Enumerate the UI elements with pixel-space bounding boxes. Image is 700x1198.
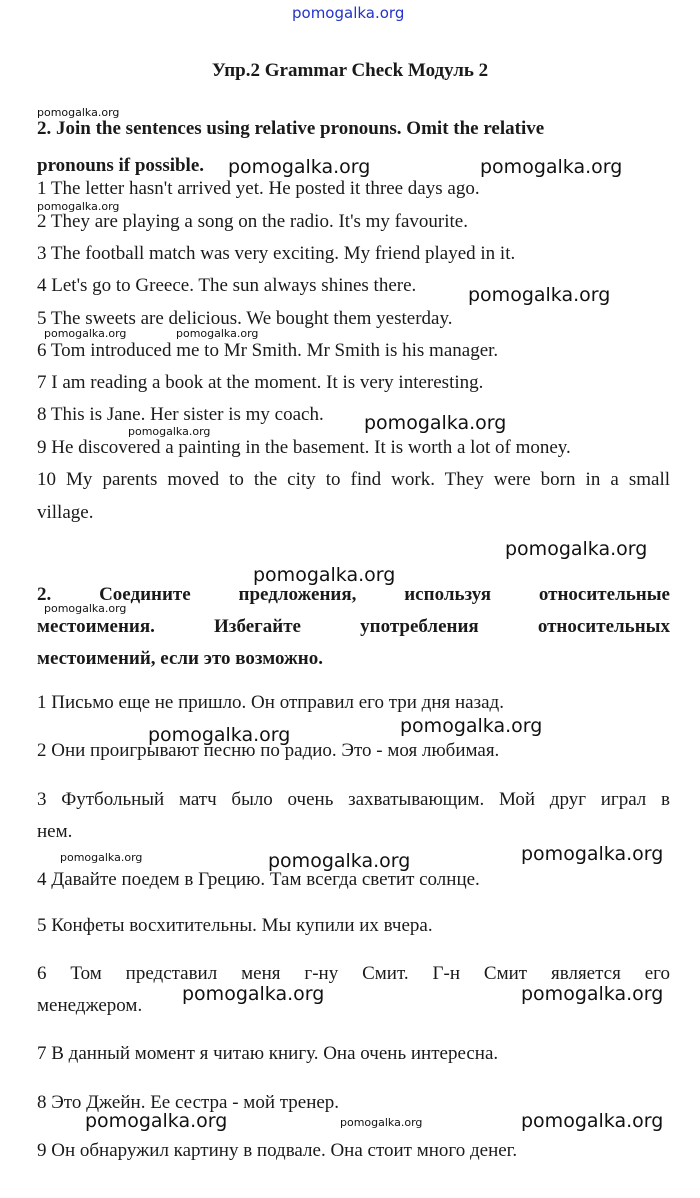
watermark: pomogalka.org [340,1116,423,1129]
english-heading-line: 2. Join the sentences using relative pronouns. Omit the relative [37,118,545,139]
page-title: Упр.2 Grammar Check Модуль 2 [211,60,489,81]
watermark: pomogalka.org [148,724,291,746]
watermark: pomogalka.org [37,106,120,119]
watermark: pomogalka.org [505,538,648,560]
watermark: pomogalka.org [176,327,259,340]
watermark-top: pomogalka.org [292,4,405,22]
watermark: pomogalka.org [85,1110,228,1132]
english-item: 9 He discovered a painting in the basement. It is worth a lot of money. [37,437,571,458]
english-item: 5 The sweets are delicious. We bought them yesterday. [37,308,453,329]
russian-heading-line: местоимения. Избегайте употребления относительных [37,616,670,637]
watermark: pomogalka.org [364,412,507,434]
russian-heading-line: местоимений, если это возможно. [37,648,323,669]
russian-item: 9 Он обнаружил картину в подвале. Она стоит много денег. [37,1140,518,1161]
watermark: pomogalka.org [44,327,127,340]
russian-heading [37,579,670,675]
russian-item: 8 Это Джейн. Ее сестра - мой тренер. [37,1092,340,1113]
russian-item: 5 Конфеты восхитительны. Мы купили их вчера. [37,915,433,936]
watermark: pomogalka.org [480,156,623,178]
russian-item: 3 Футбольный матч было очень захватывающим. Мой друг играл в [37,789,670,810]
russian-item: 7 В данный момент я читаю книгу. Она очень интересна. [37,1043,499,1064]
watermark: pomogalka.org [44,602,127,615]
watermark: pomogalka.org [521,843,664,865]
watermark: pomogalka.org [182,983,325,1005]
english-item: 8 This is Jane. Her sister is my coach. [37,404,324,425]
english-heading-line: pronouns if possible. [37,155,205,176]
russian-item: 4 Давайте поедем в Грецию. Там всегда светит солнце. [37,869,480,890]
russian-item: менеджером. [37,995,143,1016]
watermark: pomogalka.org [60,851,143,864]
russian-item: 6 Том представил меня г-ну Смит. Г-н Смит является его [37,963,670,984]
english-item: 10 My parents moved to the city to find work. They were born in a small [37,469,670,490]
watermark: pomogalka.org [128,425,211,438]
english-item: 6 Tom introduced me to Mr Smith. Mr Smith is his manager. [37,340,499,361]
english-heading [37,110,670,184]
english-item: village. [37,502,94,523]
watermark: pomogalka.org [268,850,411,872]
english-item: 3 The football match was very exciting. My friend played in it. [37,243,516,264]
english-item: 4 Let's go to Greece. The sun always shines there. [37,275,417,296]
watermark: pomogalka.org [521,1110,664,1132]
watermark: pomogalka.org [253,564,396,586]
watermark: pomogalka.org [521,983,664,1005]
russian-heading-line: 2. Соедините предложения, используя относительные [37,584,670,605]
english-item: 7 I am reading a book at the moment. It is very interesting. [37,372,484,393]
watermark: pomogalka.org [400,715,543,737]
russian-item: 1 Письмо еще не пришло. Он отправил его три дня назад. [37,692,504,713]
russian-item: нем. [37,821,73,842]
english-item: 1 The letter hasn't arrived yet. He posted it three days ago. [37,178,480,199]
russian-item: 2 Они проигрывают песню по радио. Это - моя любимая. [37,740,500,761]
watermark: pomogalka.org [37,200,120,213]
english-item: 2 They are playing a song on the radio. It's my favourite. [37,211,468,232]
watermark: pomogalka.org [228,156,371,178]
watermark: pomogalka.org [468,284,611,306]
